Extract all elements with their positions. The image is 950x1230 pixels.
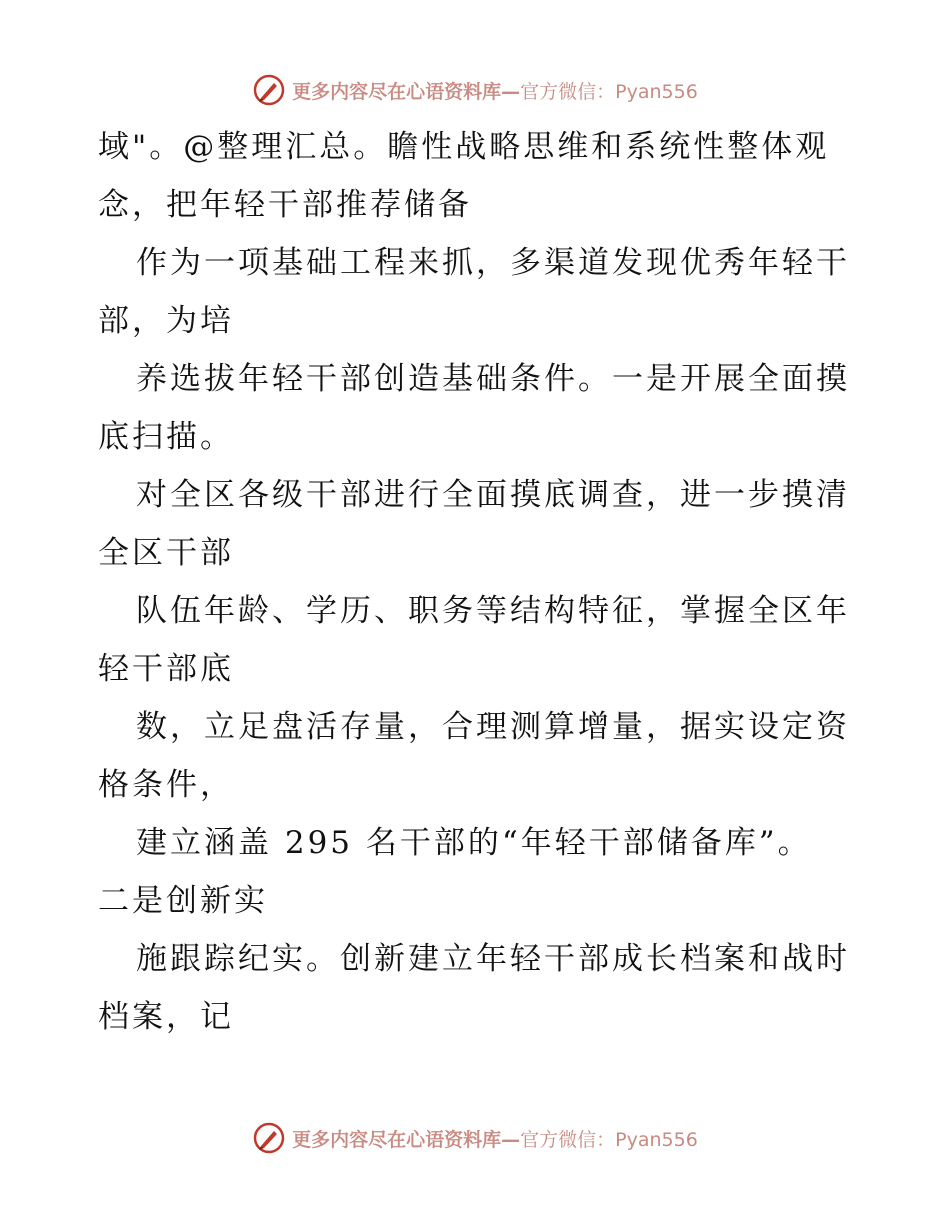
text-line: 部，为培: [98, 303, 234, 339]
text-line: 养选拔年轻干部创造基础条件。一是开展全面摸: [136, 361, 850, 397]
banner-wechat-text: 官方微信：Pyan556: [520, 1128, 698, 1151]
banner-wechat-text: 官方微信：Pyan556: [520, 80, 698, 103]
banner-text: [292, 77, 698, 104]
text-line: 格条件，: [98, 767, 234, 803]
text-line: 档案，记: [98, 999, 234, 1035]
text-line: 二是创新实: [98, 883, 268, 919]
header-banner: [0, 70, 950, 110]
footer-banner: [0, 1118, 950, 1158]
text-line: 念，把年轻干部推荐储备: [98, 187, 472, 223]
banner-text: [292, 1125, 698, 1152]
text-line: 队伍年龄、学历、职务等结构特征，掌握全区年: [136, 593, 850, 629]
pen-logo-icon: [252, 73, 286, 107]
text-line: 建立涵盖 295 名干部的“年轻干部储备库”。: [136, 825, 812, 861]
text-line: 底扫描。: [98, 419, 234, 455]
banner-dash: —: [501, 1128, 521, 1151]
text-line: 对全区各级干部进行全面摸底调查，进一步摸清: [136, 477, 850, 513]
text-line: 域"。@整理汇总。瞻性战略思维和系统性整体观: [98, 129, 830, 165]
text-line: 数，立足盘活存量，合理测算增量，据实设定资: [136, 709, 850, 745]
text-line: 施跟踪纪实。创新建立年轻干部成长档案和战时: [136, 941, 850, 977]
text-line: 轻干部底: [98, 651, 234, 687]
banner-site-text: 更多内容尽在心语资料库: [292, 1128, 502, 1151]
text-line: 作为一项基础工程来抓，多渠道发现优秀年轻干: [136, 245, 850, 281]
pen-logo-icon: [252, 1121, 286, 1155]
document-body: [98, 118, 858, 1046]
banner-site-text: 更多内容尽在心语资料库: [292, 80, 502, 103]
banner-dash: —: [501, 80, 521, 103]
text-line: 全区干部: [98, 535, 234, 571]
